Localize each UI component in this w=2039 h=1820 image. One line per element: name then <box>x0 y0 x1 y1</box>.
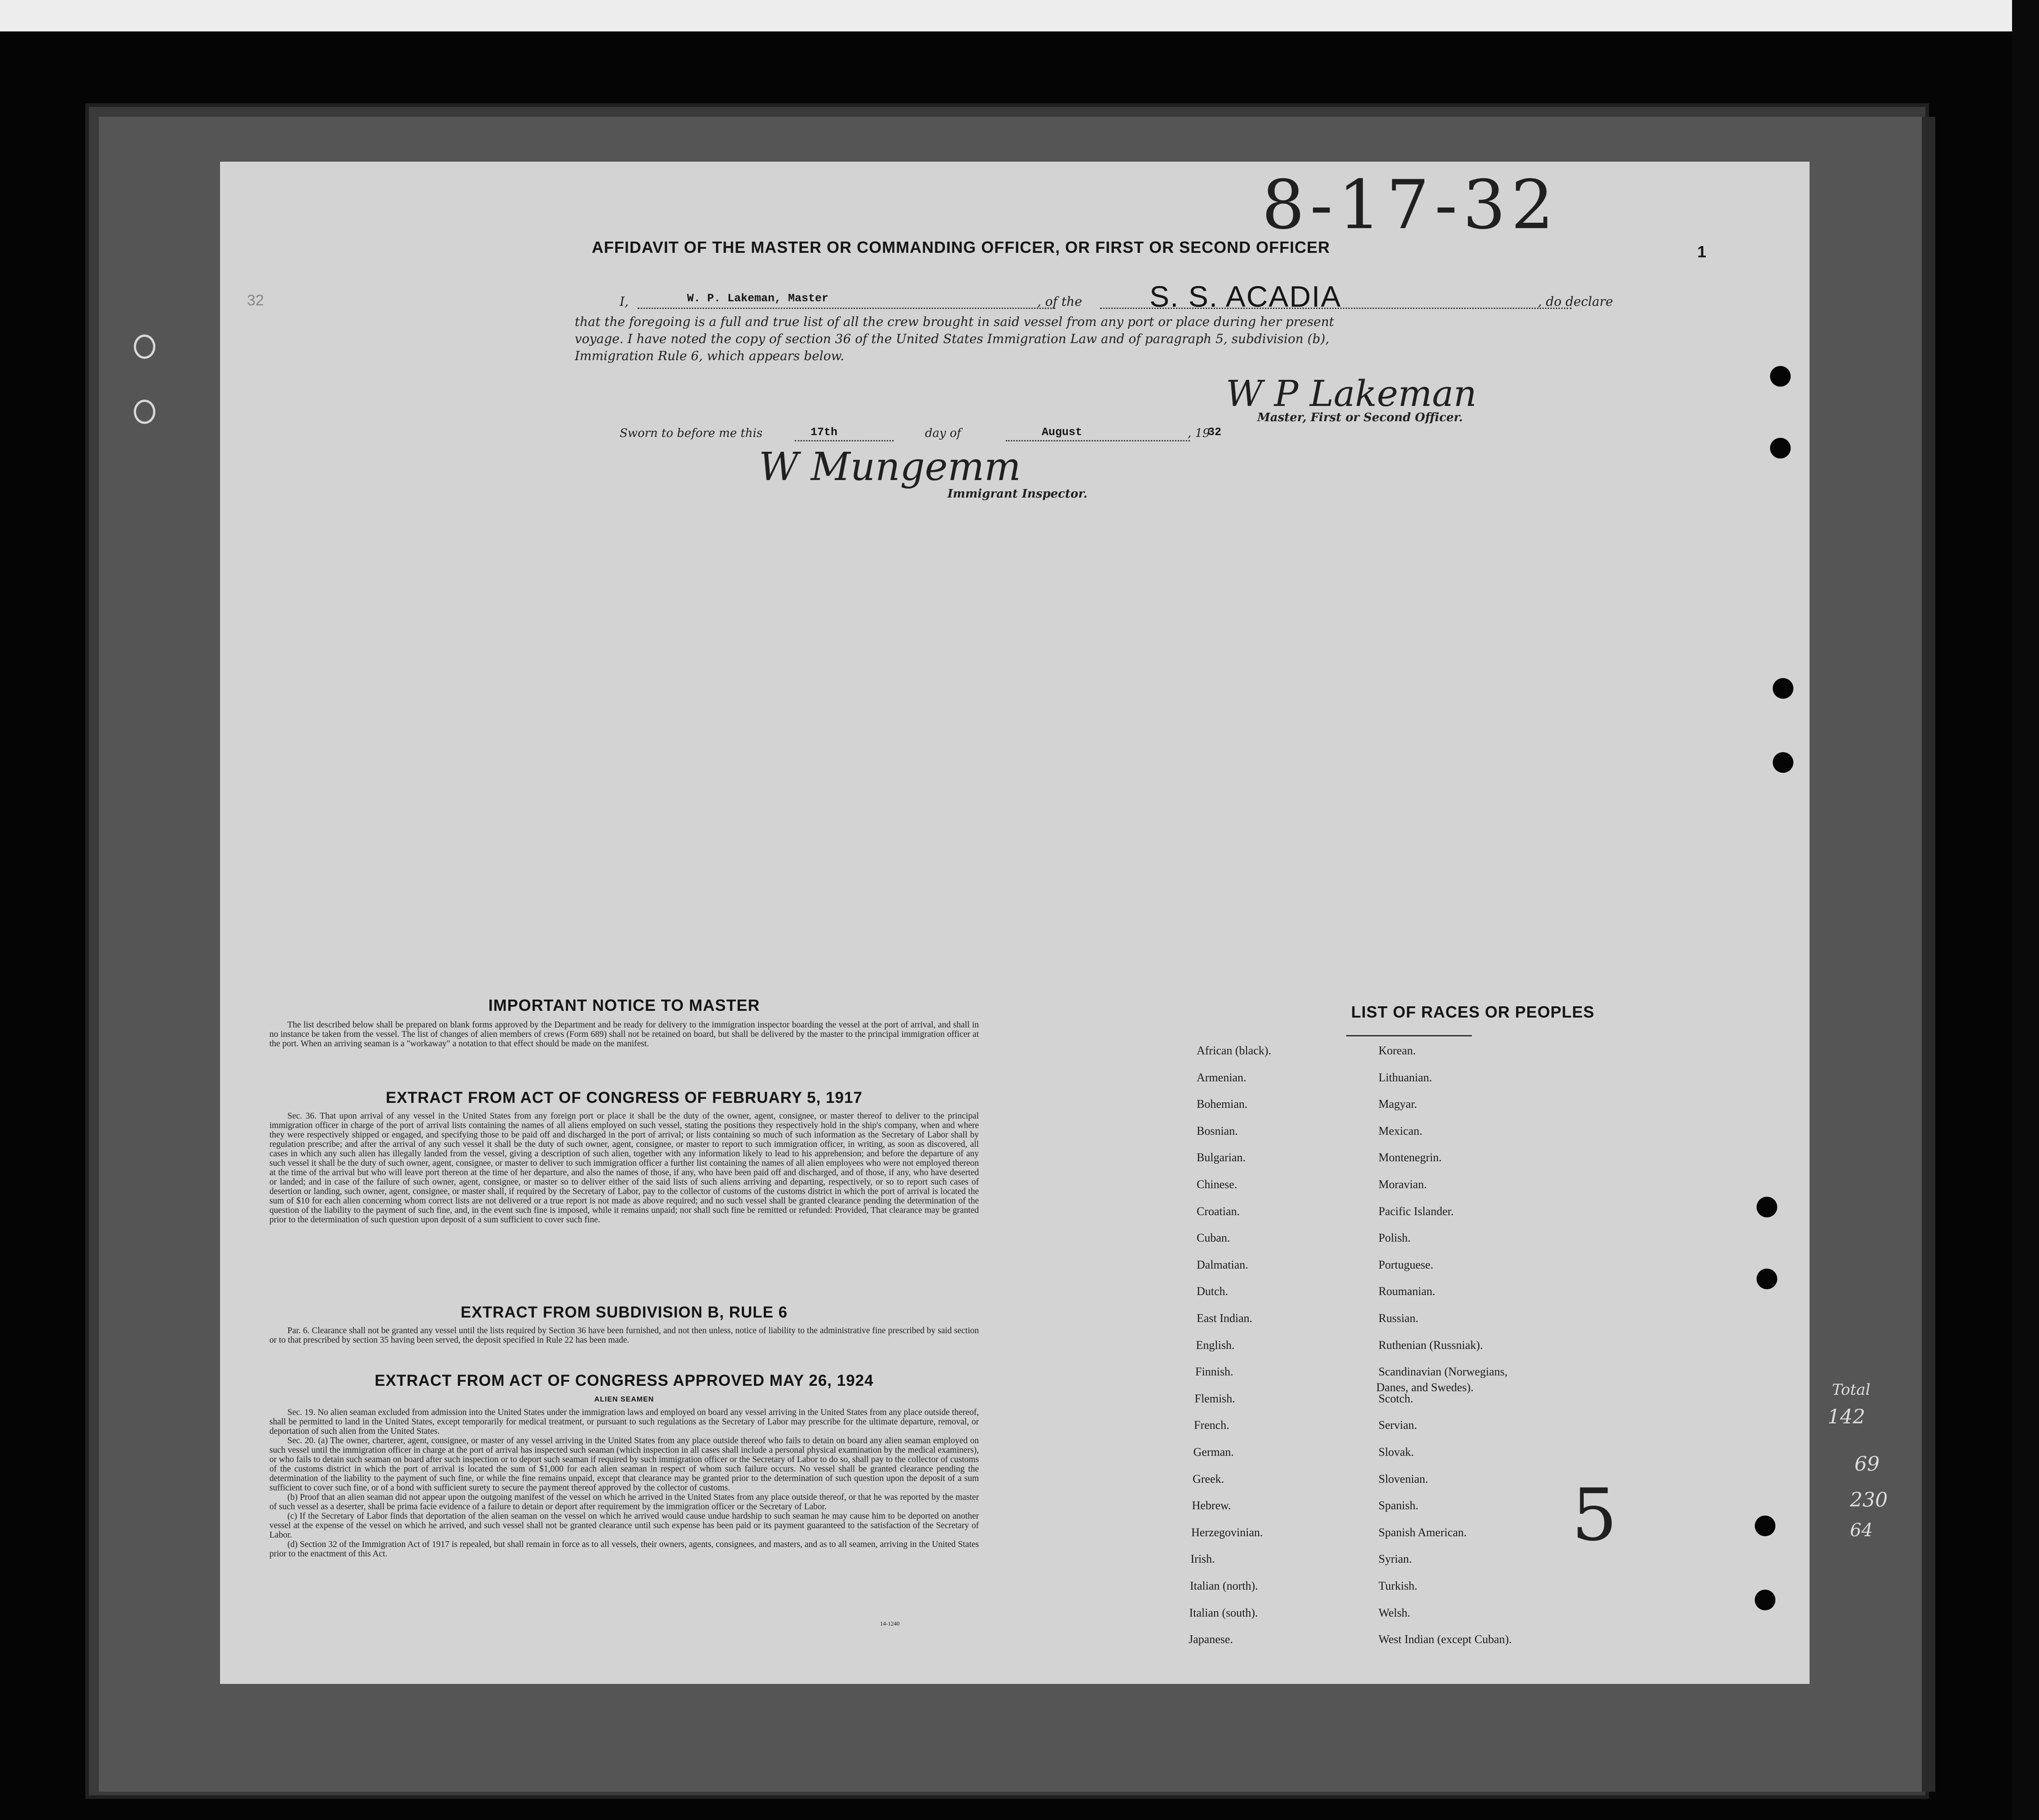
race-item: East Indian. <box>1197 1312 1253 1325</box>
extract-1924-sec20a: Sec. 20. (a) The owner, charterer, agent, consignee, or master of any vessel arriving in the United States from any place outside thereof who fails to detain on board any alien seaman employed on such vessel until the immigration officer in charge at the port of arrival has inspected such seaman (which inspection in all cases shall include a personal physical examination by the medical examiners), or who fails to detain such seaman on board after such inspection or to deport such seaman if required by such immigration officer or the Secretary of Labor to do so, shall pay to the collector of customs of the customs district in which the port of arrival is located the sum of $1,000 for each alien seaman in respect of whom such failure occurs. No vessel shall be granted clearance pending the determination of the liability to the payment of such fine, or while the fine remains unpaid, except that clearance may be granted prior to the determination of such question upon the deposit of a sum sufficient to cover such fine, or of a bond with sufficient surety to secure the payment thereof approved by the collector of customs. <box>269 1436 979 1493</box>
race-item: Mexican. <box>1378 1124 1422 1137</box>
race-item: Polish. <box>1378 1231 1411 1245</box>
master-caption: Master, First or Second Officer. <box>1257 411 1463 424</box>
name-line <box>638 308 1055 309</box>
margin-total-label: Total <box>1832 1381 1871 1399</box>
race-item: Lithuanian. <box>1378 1071 1432 1084</box>
notice-title: IMPORTANT NOTICE TO MASTER <box>488 996 760 1014</box>
punch-hole-icon <box>1770 366 1791 387</box>
races-title-rule <box>1346 1035 1472 1036</box>
punch-hole-icon <box>1757 1269 1777 1289</box>
race-item: Italian (north). <box>1190 1579 1258 1592</box>
race-item: Flemish. <box>1194 1392 1235 1405</box>
extract-rule6-title: EXTRACT FROM SUBDIVISION B, RULE 6 <box>460 1304 788 1321</box>
race-item: Bosnian. <box>1197 1124 1238 1137</box>
notice-text: The list described below shall be prepared on blank forms approved by the Department and be ready for delivery to the immigration inspector boarding the vessel at the port of arrival, and shall in no instance be taken from the vessel. The list of changes of alien members of crews (Form 689) shall not be retained on board, but shall be delivered by the master to the principal immigration officer at the port. When an arriving seaman is a "workaway" a notation to that effect should be made on the manifest. <box>269 1020 979 1049</box>
race-item: Dutch. <box>1197 1285 1229 1298</box>
race-item: Spanish. <box>1378 1499 1418 1512</box>
race-item: Roumanian. <box>1378 1285 1436 1298</box>
race-item: Portuguese. <box>1378 1258 1434 1271</box>
year-prefix: , 19 <box>1188 427 1210 440</box>
punch-hole-icon <box>1755 1516 1775 1536</box>
extract-rule6-text: Par. 6. Clearance shall not be granted any vessel until the lists required by Section 36 have been furnished, and not then unless, notice of liability to the administrative fine prescribed by said section or to that prescribed by section 35 having been served, the deposit specified in Rule 22 has been made. <box>269 1326 979 1345</box>
race-item: Croatian. <box>1197 1204 1240 1218</box>
extract-1924-body <box>269 1408 979 1559</box>
extract-1924-sec19: Sec. 19. No alien seaman excluded from admission into the United States under the immigration laws and employed on board any vessel arriving in the United States from any place outside thereof, shall be permitted to land in the United States, except temporarily for medical treatment, or pursuant to such regulations as the Secretary of Labor may prescribe for the ultimate departure, removal, or deportation of such alien from the United States. <box>269 1408 979 1436</box>
race-item: Scandinavian (Norwegians, <box>1378 1365 1508 1379</box>
race-item: Greek. <box>1193 1472 1224 1485</box>
race-item: Welsh. <box>1378 1606 1410 1619</box>
race-item: English. <box>1196 1338 1235 1352</box>
scan-right-border <box>2012 0 2039 1820</box>
punch-hole-icon <box>1773 678 1793 699</box>
form-number: 14-1240 <box>880 1620 900 1627</box>
sworn-month: August <box>1042 426 1083 439</box>
race-scandinavian-continued: Danes, and Swedes). <box>1376 1381 1474 1394</box>
extract-1924-sec20b: (b) Proof that an alien seaman did not appear upon the outgoing manifest of the vessel on which he arrived in the United States from any place outside thereof, or that he was reported by the master of such vessel as a deserter, shall be prima facie evidence of a failure to detain or deport after requirement by the immigration officer or the Secretary of Labor. <box>269 1493 979 1512</box>
race-item: Finnish. <box>1195 1365 1233 1379</box>
inspector-signature: W Mungemm <box>759 445 1021 489</box>
sworn-day-line <box>795 440 894 441</box>
punch-hole-icon <box>1755 1590 1775 1610</box>
race-item: Montenegrin. <box>1378 1151 1442 1164</box>
punch-hole-icon <box>1757 1197 1777 1217</box>
race-item: Turkish. <box>1378 1579 1418 1592</box>
affidavit-line-2: that the foregoing is a full and true list of all the crew brought in said vessel from any port or place during her present <box>575 314 1334 329</box>
inspector-caption: Immigrant Inspector. <box>947 487 1088 501</box>
day-of-label: day of <box>925 427 961 440</box>
race-item: Korean. <box>1378 1044 1416 1057</box>
do-declare-label: , do declare <box>1538 294 1613 309</box>
race-item: Slovak. <box>1378 1445 1414 1459</box>
alien-seamen-subtitle: ALIEN SEAMEN <box>594 1396 654 1403</box>
margin-number-3: 64 <box>1850 1520 1873 1541</box>
race-item: Armenian. <box>1197 1071 1246 1084</box>
extract-1917-title: EXTRACT FROM ACT OF CONGRESS OF FEBRUARY 5, 1917 <box>386 1089 863 1106</box>
binder-ring-icon <box>134 335 155 359</box>
binder-ring-icon <box>134 400 155 424</box>
margin-number: 32 <box>247 292 264 309</box>
race-item: Spanish American. <box>1378 1525 1467 1539</box>
race-item: Cuban. <box>1197 1231 1230 1245</box>
race-item: Slovenian. <box>1378 1472 1428 1485</box>
race-item: Japanese. <box>1189 1633 1233 1646</box>
master-signature: W P Lakeman <box>1226 373 1477 414</box>
race-item: Bohemian. <box>1197 1097 1248 1111</box>
race-item: Magyar. <box>1378 1097 1417 1111</box>
punch-hole-icon <box>1773 752 1793 773</box>
race-item: Herzegovinian. <box>1191 1525 1263 1539</box>
extract-1924-sec20c: (c) If the Secretary of Labor finds that deportation of the alien seaman on the vessel on which he arrived would cause undue hardship to such seaman he may cause him to be deported on another vessel at the expense of the vessel on which he arrived, and such vessel shall not be granted clearance until such expense has been paid or its payment guaranteed to the satisfaction of the Secretary of Labor. <box>269 1512 979 1540</box>
race-item: Moravian. <box>1378 1178 1427 1191</box>
race-item: Servian. <box>1378 1419 1417 1432</box>
sworn-year: 32 <box>1208 426 1222 439</box>
margin-number-2: 230 <box>1850 1489 1888 1512</box>
master-name: W. P. Lakeman, Master <box>687 292 829 305</box>
scan-top-border <box>0 0 2039 31</box>
race-item: Ruthenian (Russniak). <box>1378 1338 1483 1352</box>
race-item: German. <box>1193 1445 1234 1459</box>
race-item: French. <box>1194 1419 1229 1432</box>
affidavit-i-label: I, <box>620 294 629 309</box>
manifest-page <box>220 162 1810 1684</box>
extract-rule6-body <box>269 1326 979 1345</box>
handwritten-date: 8-17-32 <box>1262 166 1559 244</box>
punch-hole-icon <box>1770 438 1791 458</box>
race-item: African (black). <box>1197 1044 1272 1057</box>
races-title: LIST OF RACES OR PEOPLES <box>1351 1003 1595 1021</box>
race-item: Bulgarian. <box>1197 1151 1246 1164</box>
notice-body <box>269 1020 979 1049</box>
margin-total-value: 142 <box>1828 1406 1865 1428</box>
race-item: Pacific Islander. <box>1378 1204 1454 1218</box>
race-item: Irish. <box>1190 1552 1215 1566</box>
sworn-day: 17th <box>810 426 838 439</box>
extract-1924-title: EXTRACT FROM ACT OF CONGRESS APPROVED MAY 26, 1924 <box>374 1372 874 1389</box>
race-item: Scotch. <box>1378 1392 1414 1405</box>
race-item: Chinese. <box>1197 1178 1237 1191</box>
margin-number-1: 69 <box>1854 1453 1880 1476</box>
race-item: Russian. <box>1378 1312 1418 1325</box>
race-item: Syrian. <box>1378 1552 1412 1566</box>
handwritten-five: 5 <box>1572 1473 1617 1557</box>
affidavit-line-4: Immigration Rule 6, which appears below. <box>575 348 845 363</box>
vessel-name: S. S. ACADIA <box>1149 280 1342 313</box>
affidavit-title: AFFIDAVIT OF THE MASTER OR COMMANDING OFFICER, OR FIRST OR SECOND OFFICER <box>591 238 1330 256</box>
extract-1917-body <box>269 1111 979 1225</box>
race-item: Hebrew. <box>1192 1499 1231 1512</box>
race-item: Dalmatian. <box>1197 1258 1248 1271</box>
extract-1924-sec20d: (d) Section 32 of the Immigration Act of 1917 is repealed, but shall remain in force as to all vessels, their owners, agents, consignees, and masters, and as to all seamen, arriving in the United States prior to the enactment of this Act. <box>269 1540 979 1559</box>
race-item: West Indian (except Cuban). <box>1378 1633 1512 1646</box>
race-item: Italian (south). <box>1189 1606 1258 1619</box>
of-the-label: , of the <box>1037 294 1082 309</box>
sworn-label: Sworn to before me this <box>620 427 763 440</box>
extract-1917-text: Sec. 36. That upon arrival of any vessel in the United States from any foreign port or place it shall be the duty of the owner, agent, consignee, or master thereof to deliver to the principal immigration officer in charge of the port of arrival lists containing the names of all aliens employed on such vessel, stating the positions they respectively hold in the ship's company, when and where they were respectively shipped or engaged, and specifying those to be paid off and discharged in the port of arrival; or lists containing so much of such information as the Secretary of Labor shall by regulation prescribe; and after the arrival of any such vessel it shall be the duty of such owner, agent, consignee, or master to report to such immigration officer, in writing, as soon as discovered, all cases in which any such alien has illegally landed from the vessel, giving a description of such alien, together with any information likely to lead to his apprehension; and before the departure of any such vessel it shall be the duty of such owner, agent, consignee, or master to deliver to such immigration officer a further list containing the names of all alien employees who were not employed thereon at the time of the arrival but who will leave port thereon at the time of her departure, and also the names of those, if any, who have been paid off and discharged, and of those, if any, who have deserted or landed; and in case of the failure of such owner, agent, consignee, or master so to deliver either of the said lists of such aliens arriving and departing, respectively, or so to report such cases of desertion or landing, such owner, agent, consignee, or master shall, if required by the Secretary of Labor, pay to the collector of customs of the customs district in which the port of arrival is located the sum of $10 for each alien concerning whom correct lists are not delivered or a true report is not made as above required; and no such vessel shall be granted clearance pending the determination of the question of the liability to the payment of such fine, and, in the event such fine is imposed, while it remains unpaid; nor shall such fine be remitted or refunded: Provided, That clearance may be granted prior to the determination of such question upon deposit of a sum sufficient to cover such fine. <box>269 1111 979 1225</box>
affidavit-line-3: voyage. I have noted the copy of section 36 of the United States Immigration Law and of paragraph 5, subdivision (b), <box>575 331 1330 346</box>
page-number: 1 <box>1697 242 1707 261</box>
month-line <box>1006 440 1190 441</box>
